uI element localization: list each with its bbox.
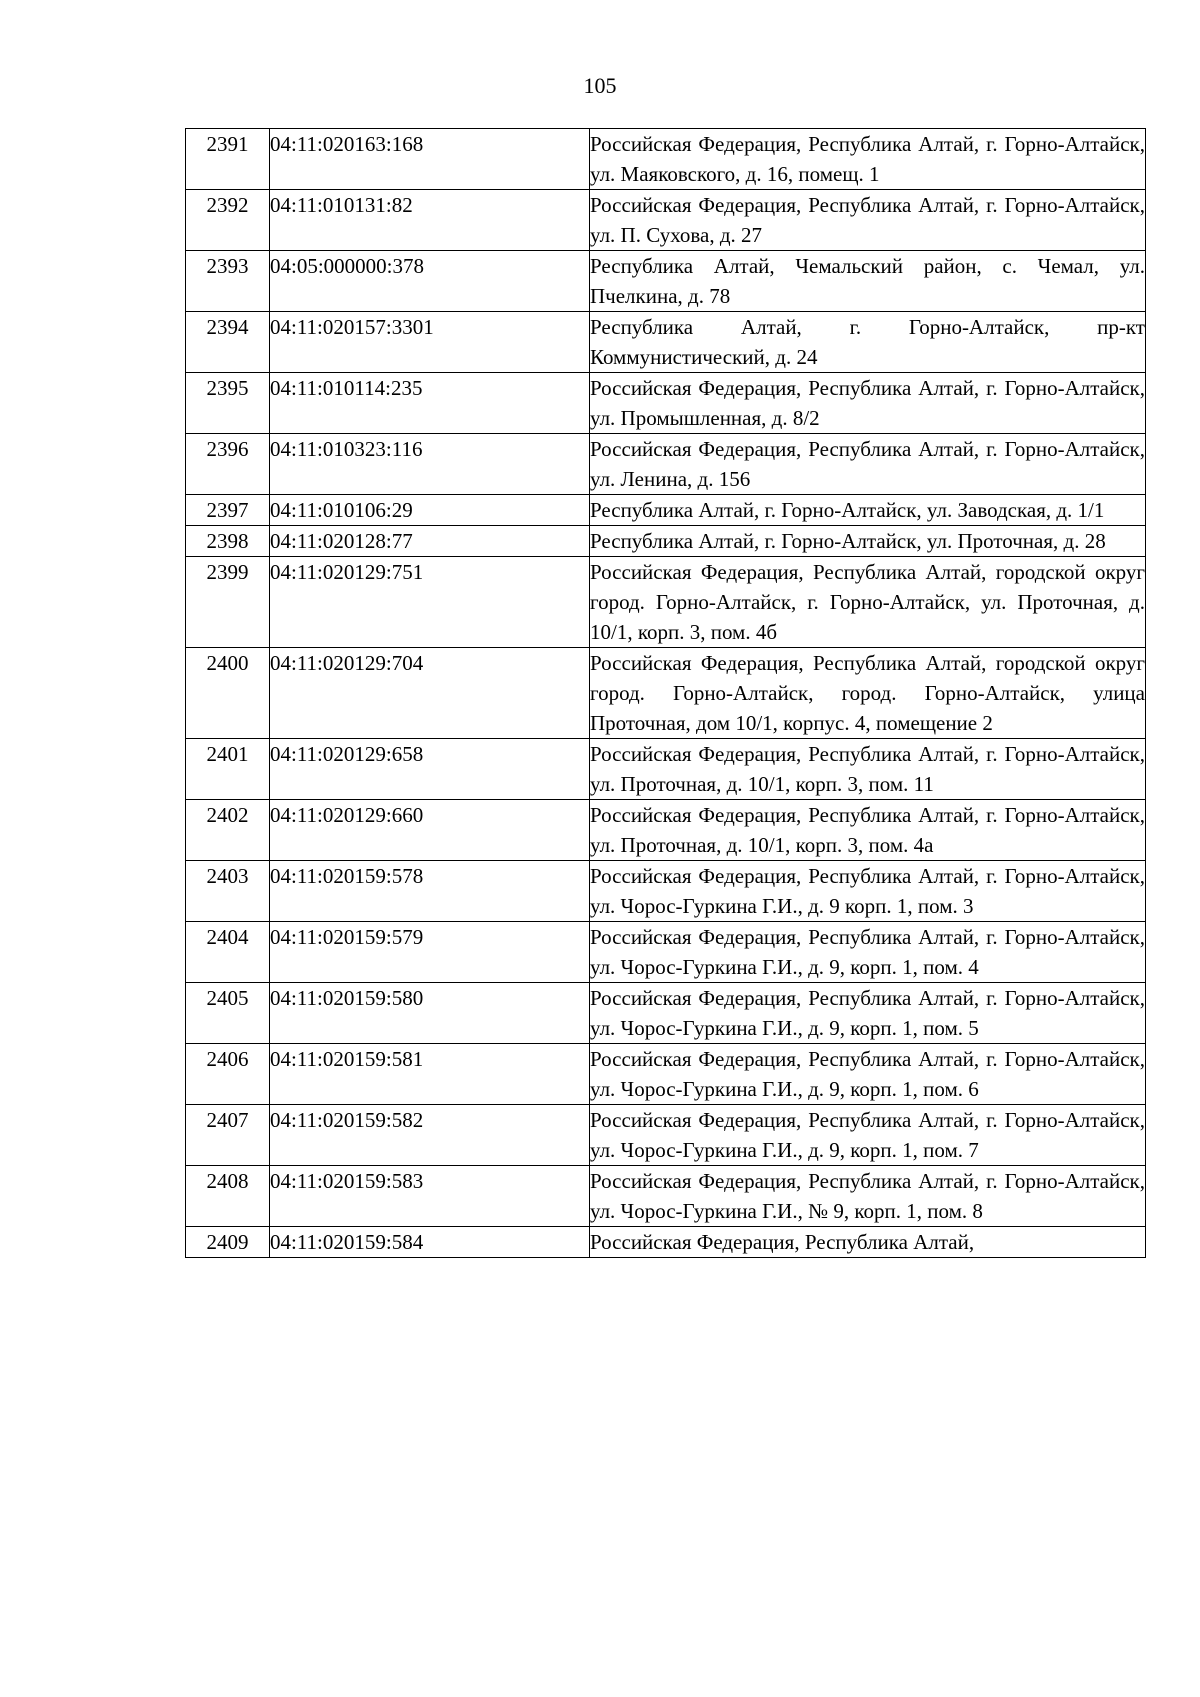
address-cell: Республика Алтай, Чемальский район, с. Чемал, ул. Пчелкина, д. 78 bbox=[590, 251, 1146, 312]
address-cell: Российская Федерация, Республика Алтай, городской округ город. Горно-Алтайск, город. Горно-Алтайск, улица Проточная, дом 10/1, корпус. 4, помещение 2 bbox=[590, 648, 1146, 739]
cadastral-number-cell: 04:11:020159:581 bbox=[270, 1044, 590, 1105]
address-cell: Российская Федерация, Республика Алтай, bbox=[590, 1227, 1146, 1258]
row-number-cell: 2403 bbox=[186, 861, 270, 922]
cadastral-number-cell: 04:11:010323:116 bbox=[270, 434, 590, 495]
cadastral-number-cell: 04:11:020159:583 bbox=[270, 1166, 590, 1227]
address-cell: Российская Федерация, Республика Алтай, г. Горно-Алтайск, ул. Ленина, д. 156 bbox=[590, 434, 1146, 495]
row-number-cell: 2400 bbox=[186, 648, 270, 739]
row-number-cell: 2392 bbox=[186, 190, 270, 251]
address-cell: Российская Федерация, Республика Алтай, г. Горно-Алтайск, ул. Чорос-Гуркина Г.И., д. 9, корп. 1, пом. 6 bbox=[590, 1044, 1146, 1105]
table-row bbox=[186, 526, 1146, 557]
row-number-cell: 2393 bbox=[186, 251, 270, 312]
table-row bbox=[186, 861, 1146, 922]
cadastral-number-cell: 04:11:020159:580 bbox=[270, 983, 590, 1044]
row-number-cell: 2407 bbox=[186, 1105, 270, 1166]
cadastral-number-cell: 04:11:020159:579 bbox=[270, 922, 590, 983]
row-number-cell: 2394 bbox=[186, 312, 270, 373]
address-cell: Российская Федерация, Республика Алтай, г. Горно-Алтайск, ул. Чорос-Гуркина Г.И., д. 9, корп. 1, пом. 4 bbox=[590, 922, 1146, 983]
address-cell: Российская Федерация, Республика Алтай, городской округ город. Горно-Алтайск, г. Горно-Алтайск, ул. Проточная, д. 10/1, корп. 3, пом. 4б bbox=[590, 557, 1146, 648]
address-cell: Республика Алтай, г. Горно-Алтайск, пр-кт Коммунистический, д. 24 bbox=[590, 312, 1146, 373]
address-cell: Российская Федерация, Республика Алтай, г. Горно-Алтайск, ул. Чорос-Гуркина Г.И., № 9, корп. 1, пом. 8 bbox=[590, 1166, 1146, 1227]
cadastral-number-cell: 04:11:010114:235 bbox=[270, 373, 590, 434]
row-number-cell: 2399 bbox=[186, 557, 270, 648]
row-number-cell: 2396 bbox=[186, 434, 270, 495]
table-row bbox=[186, 648, 1146, 739]
address-cell: Российская Федерация, Республика Алтай, г. Горно-Алтайск, ул. Проточная, д. 10/1, корп. 3, пом. 4а bbox=[590, 800, 1146, 861]
table-row bbox=[186, 373, 1146, 434]
cadastral-number-cell: 04:11:020129:704 bbox=[270, 648, 590, 739]
table-row bbox=[186, 434, 1146, 495]
row-number-cell: 2405 bbox=[186, 983, 270, 1044]
address-cell: Республика Алтай, г. Горно-Алтайск, ул. Проточная, д. 28 bbox=[590, 526, 1146, 557]
cadastral-number-cell: 04:11:020159:578 bbox=[270, 861, 590, 922]
table-row bbox=[186, 495, 1146, 526]
table-row bbox=[186, 557, 1146, 648]
row-number-cell: 2395 bbox=[186, 373, 270, 434]
row-number-cell: 2398 bbox=[186, 526, 270, 557]
cadastral-number-cell: 04:11:020129:751 bbox=[270, 557, 590, 648]
address-cell: Российская Федерация, Республика Алтай, г. Горно-Алтайск, ул. Чорос-Гуркина Г.И., д. 9 корп. 1, пом. 3 bbox=[590, 861, 1146, 922]
table-row bbox=[186, 800, 1146, 861]
page-number: 105 bbox=[583, 73, 617, 98]
cadastral-number-cell: 04:11:020129:660 bbox=[270, 800, 590, 861]
cadastral-number-cell: 04:11:020163:168 bbox=[270, 129, 590, 190]
table-row bbox=[186, 1044, 1146, 1105]
table-row bbox=[186, 1227, 1146, 1258]
cadastral-number-cell: 04:11:010131:82 bbox=[270, 190, 590, 251]
row-number-cell: 2404 bbox=[186, 922, 270, 983]
address-cell: Российская Федерация, Республика Алтай, г. Горно-Алтайск, ул. Проточная, д. 10/1, корп. 3, пом. 11 bbox=[590, 739, 1146, 800]
row-number-cell: 2391 bbox=[186, 129, 270, 190]
property-registry-table bbox=[185, 128, 1146, 1258]
row-number-cell: 2408 bbox=[186, 1166, 270, 1227]
table-row bbox=[186, 312, 1146, 373]
cadastral-number-cell: 04:11:020159:584 bbox=[270, 1227, 590, 1258]
address-cell: Республика Алтай, г. Горно-Алтайск, ул. Заводская, д. 1/1 bbox=[590, 495, 1146, 526]
table-row bbox=[186, 251, 1146, 312]
registry-table-body bbox=[186, 129, 1146, 1258]
row-number-cell: 2406 bbox=[186, 1044, 270, 1105]
table-row bbox=[186, 983, 1146, 1044]
table-row bbox=[186, 922, 1146, 983]
address-cell: Российская Федерация, Республика Алтай, г. Горно-Алтайск, ул. Чорос-Гуркина Г.И., д. 9, корп. 1, пом. 5 bbox=[590, 983, 1146, 1044]
cadastral-number-cell: 04:11:020129:658 bbox=[270, 739, 590, 800]
row-number-cell: 2402 bbox=[186, 800, 270, 861]
table-row bbox=[186, 1166, 1146, 1227]
row-number-cell: 2409 bbox=[186, 1227, 270, 1258]
address-cell: Российская Федерация, Республика Алтай, г. Горно-Алтайск, ул. П. Сухова, д. 27 bbox=[590, 190, 1146, 251]
cadastral-number-cell: 04:05:000000:378 bbox=[270, 251, 590, 312]
cadastral-number-cell: 04:11:010106:29 bbox=[270, 495, 590, 526]
address-cell: Российская Федерация, Республика Алтай, г. Горно-Алтайск, ул. Чорос-Гуркина Г.И., д. 9, корп. 1, пом. 7 bbox=[590, 1105, 1146, 1166]
table-row bbox=[186, 1105, 1146, 1166]
table-row bbox=[186, 739, 1146, 800]
row-number-cell: 2401 bbox=[186, 739, 270, 800]
cadastral-number-cell: 04:11:020157:3301 bbox=[270, 312, 590, 373]
row-number-cell: 2397 bbox=[186, 495, 270, 526]
cadastral-number-cell: 04:11:020128:77 bbox=[270, 526, 590, 557]
table-row bbox=[186, 190, 1146, 251]
table-row bbox=[186, 129, 1146, 190]
address-cell: Российская Федерация, Республика Алтай, г. Горно-Алтайск, ул. Маяковского, д. 16, помещ. 1 bbox=[590, 129, 1146, 190]
cadastral-number-cell: 04:11:020159:582 bbox=[270, 1105, 590, 1166]
address-cell: Российская Федерация, Республика Алтай, г. Горно-Алтайск, ул. Промышленная, д. 8/2 bbox=[590, 373, 1146, 434]
